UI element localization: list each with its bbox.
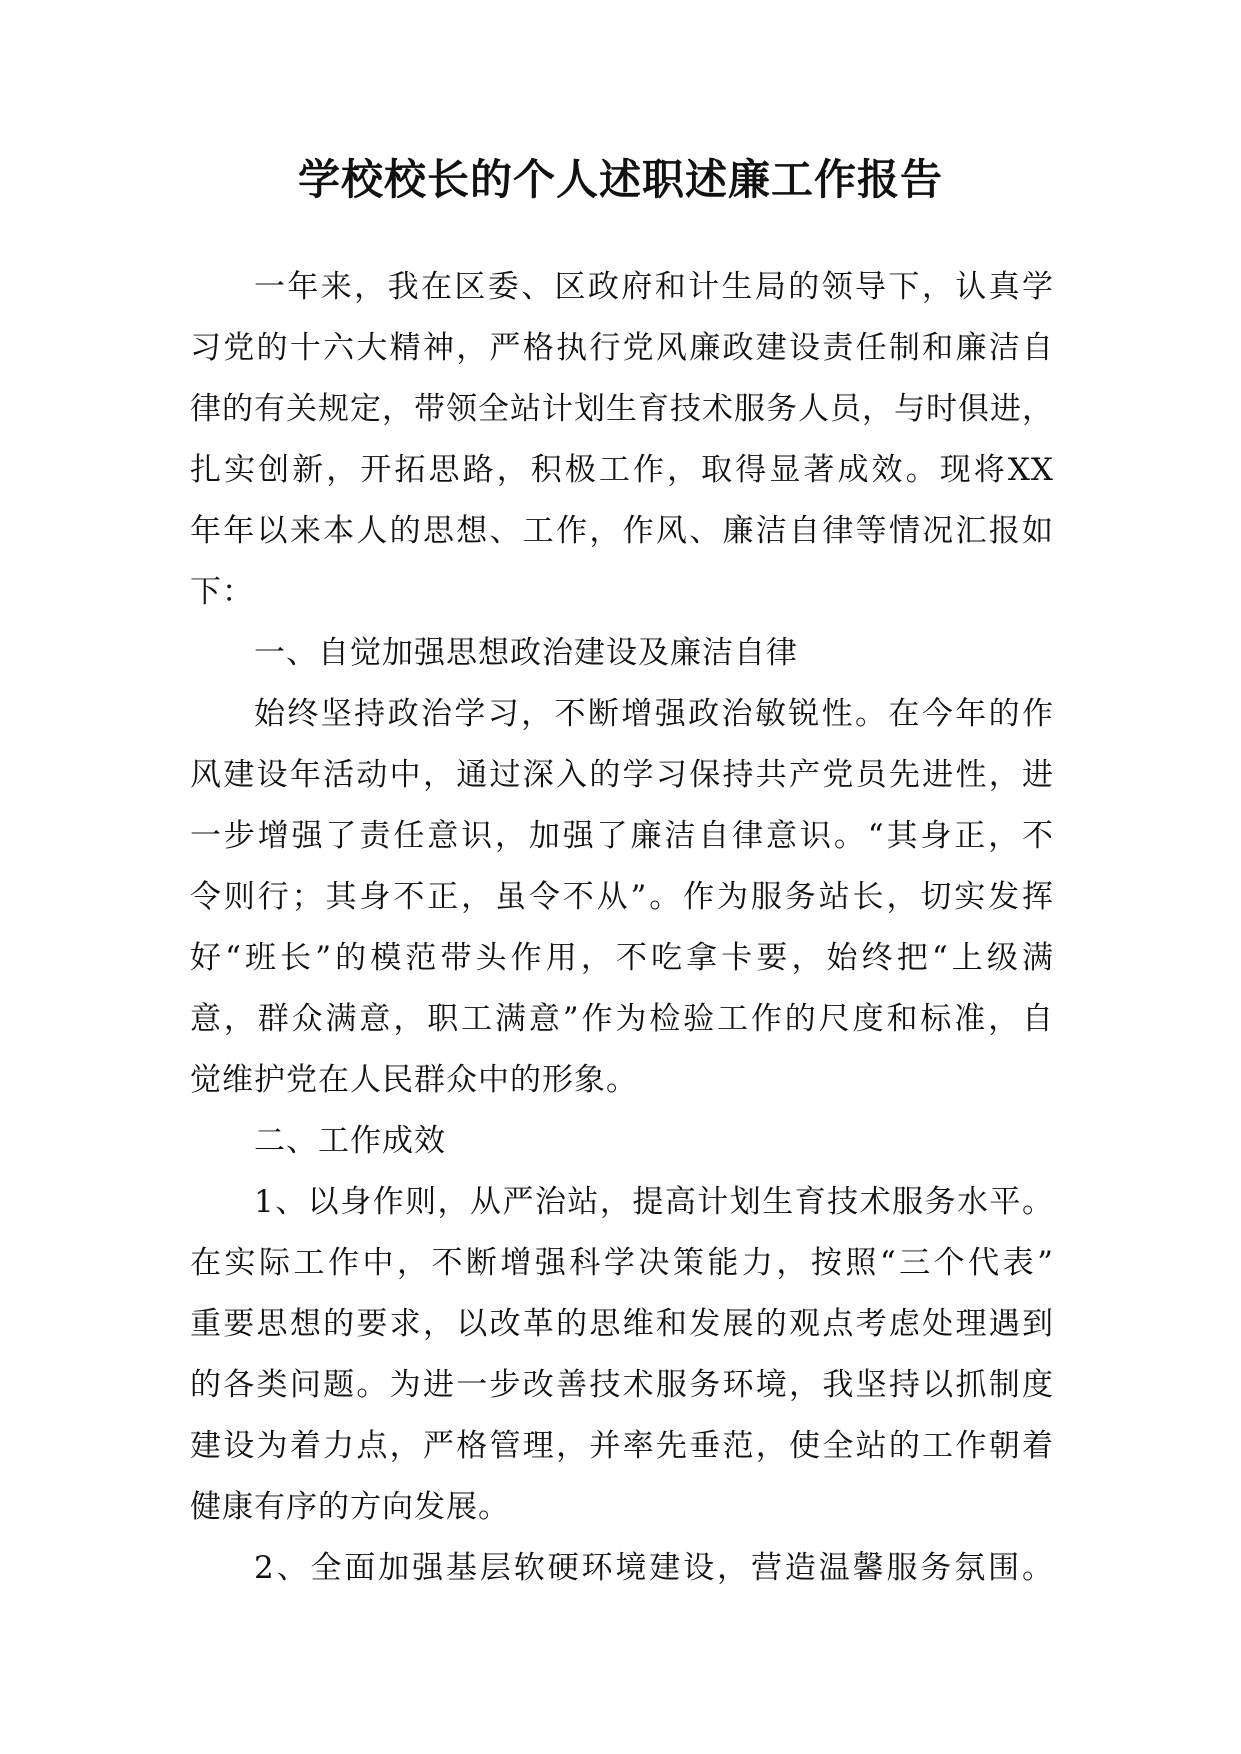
body-line: 建设为着力点，严格管理，并率先垂范，使全站的工作朝着 <box>190 1428 1054 1464</box>
body-line: 2、全面加强基层软硬环境建设，营造温馨服务氛围。 <box>254 1550 1054 1586</box>
body-line: 的各类问题。为进一步改善技术服务环境，我坚持以抓制度 <box>190 1367 1054 1403</box>
body-line: 扎实创新，开拓思路，积极工作，取得显著成效。现将XX <box>190 452 1054 488</box>
body-line: 年年以来本人的思想、工作，作风、廉洁自律等情况汇报如 <box>190 513 1054 549</box>
body-line: 1、以身作则，从严治站，提高计划生育技术服务水平。 <box>254 1184 1054 1220</box>
document-body <box>190 257 1054 1599</box>
body-line: 风建设年活动中，通过深入的学习保持共产党员先进性，进 <box>190 757 1054 793</box>
body-line: 令则行；其身不正，虽令不从”。作为服务站长，切实发挥 <box>190 879 1054 915</box>
body-line: 好“班长”的模范带头作用，不吃拿卡要，始终把“上级满 <box>190 940 1054 976</box>
body-line: 下： <box>190 574 254 610</box>
body-line: 一、自觉加强思想政治建设及廉洁自律 <box>254 635 798 671</box>
body-line: 觉维护党在人民群众中的形象。 <box>190 1062 638 1098</box>
body-line: 习党的十六大精神，严格执行党风廉政建设责任制和廉洁自 <box>190 330 1054 366</box>
body-line: 意，群众满意，职工满意”作为检验工作的尺度和标准，自 <box>190 1001 1054 1037</box>
body-line: 在实际工作中，不断增强科学决策能力，按照“三个代表” <box>190 1245 1054 1281</box>
body-line: 一步增强了责任意识，加强了廉洁自律意识。“其身正，不 <box>190 818 1054 854</box>
body-line: 二、工作成效 <box>254 1123 446 1159</box>
body-line: 健康有序的方向发展。 <box>190 1489 510 1525</box>
document-title: 学校校长的个人述职述廉工作报告 <box>297 155 943 204</box>
body-line: 始终坚持政治学习，不断增强政治敏锐性。在今年的作 <box>254 696 1054 732</box>
body-line: 律的有关规定，带领全站计划生育技术服务人员，与时俱进， <box>190 391 1054 427</box>
body-line: 一年来，我在区委、区政府和计生局的领导下，认真学 <box>254 269 1054 305</box>
body-line: 重要思想的要求，以改革的思维和发展的观点考虑处理遇到 <box>190 1306 1054 1342</box>
